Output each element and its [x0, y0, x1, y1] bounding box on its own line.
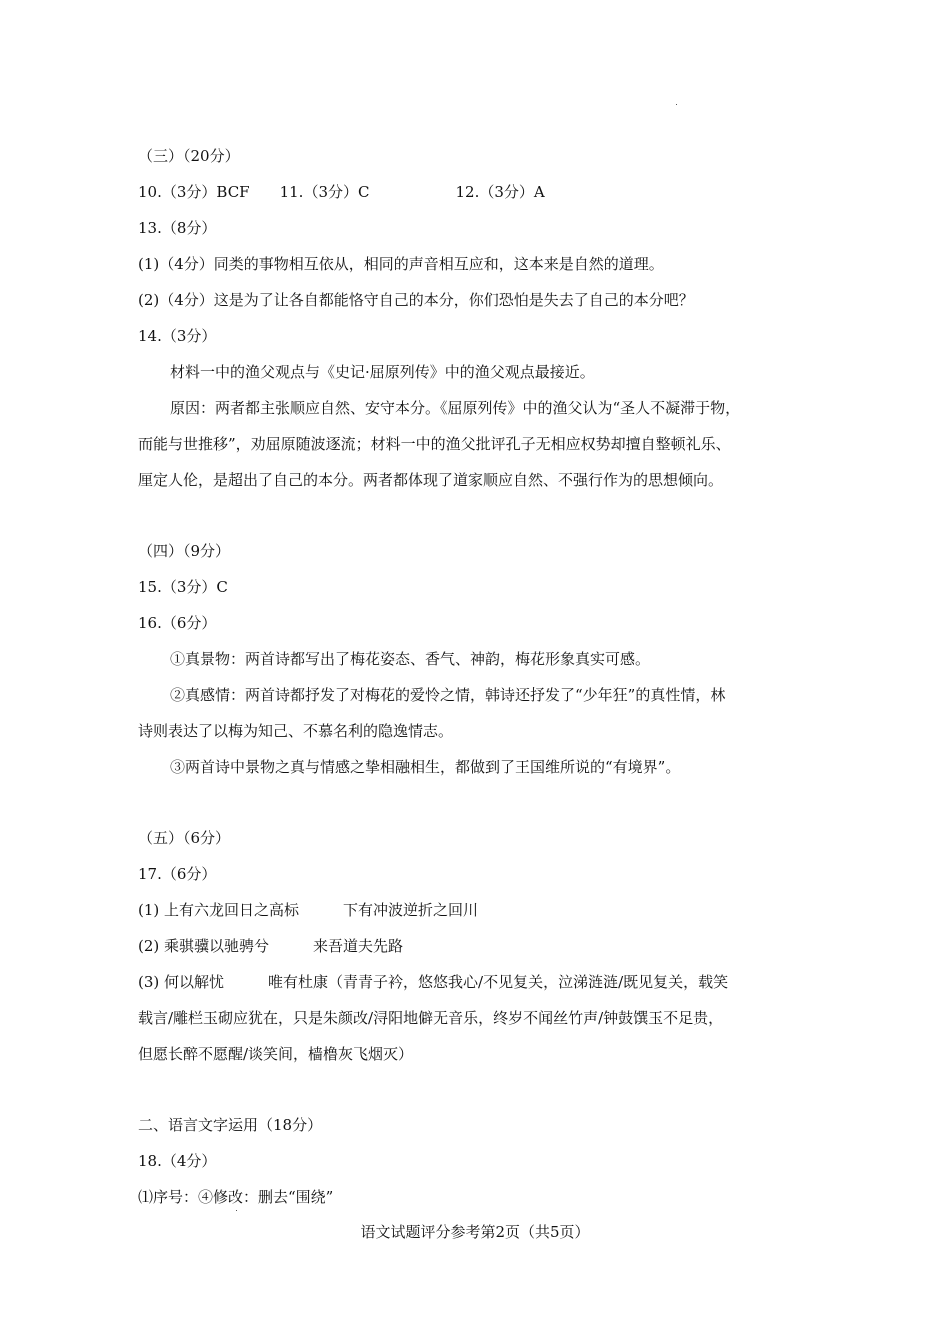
answer-14-para2-line3: 厘定人伦，是超出了自己的本分。两者都体现了道家顺应自然、不强行作为的思想倾向。	[138, 471, 724, 489]
question-16-label: 16.（6分）	[138, 614, 217, 632]
answer-row-10-12	[138, 182, 545, 202]
answer-13-2: (2)（4分）这是为了让各自都能恪守自己的本分，你们恐怕是失去了自己的本分吧？	[138, 291, 694, 309]
answer-14-para2-line1: 原因：两者都主张顺应自然、安守本分。《屈原列传》中的渔父认为“圣人不凝滞于物，	[170, 399, 741, 417]
answer-12: 12.（3分）A	[455, 183, 545, 201]
answer-17-3-line2: 载言/雕栏玉砌应犹在，只是朱颜改/浔阳地僻无音乐，终岁不闻丝竹声/钟鼓馔玉不足贵，	[138, 1009, 724, 1027]
section-4-header: （四）（9分）	[138, 542, 231, 560]
question-17-label: 17.（6分）	[138, 865, 217, 883]
answer-15: 15.（3分）C	[138, 578, 228, 596]
scan-dot	[236, 1210, 237, 1211]
answer-10: 10.（3分）BCF	[138, 183, 250, 201]
answer-14-para1: 材料一中的渔父观点与《史记·屈原列传》中的渔父观点最接近。	[170, 363, 595, 381]
answer-17-2-second: 来吾道夫先路	[313, 937, 404, 955]
answer-17-1-second: 下有冲波逆折之回川	[343, 901, 479, 919]
section-5-header: （五）（6分）	[138, 829, 231, 847]
answer-16-point3: ③两首诗中景物之真与情感之挚相融相生，都做到了王国维所说的“有境界”。	[170, 758, 681, 776]
answer-17-1	[138, 900, 478, 920]
answer-16-point2-line2: 诗则表达了以梅为知己、不慕名利的隐逸情志。	[138, 722, 454, 740]
answer-17-2-first: (2) 乘骐骥以驰骋兮	[138, 937, 270, 955]
answer-16-point2-line1: ②真感情：两首诗都抒发了对梅花的爱怜之情，韩诗还抒发了“少年狂”的真性情，林	[170, 686, 726, 704]
answer-17-3-second: 唯有杜康（青青子衿，悠悠我心/不见复关，泣涕涟涟/既见复关，载笑	[268, 973, 729, 991]
part-2-header: 二、语言文字运用（18分）	[138, 1116, 323, 1134]
answer-17-1-first: (1) 上有六龙回日之高标	[138, 901, 300, 919]
question-18-label: 18.（4分）	[138, 1152, 217, 1170]
scan-dot	[676, 104, 677, 105]
answer-11: 11.（3分）C	[279, 183, 370, 201]
answer-14-para2-line2: 而能与世推移”，劝屈原随波逐流；材料一中的渔父批评孔子无相应权势却擅自整顿礼乐、	[138, 435, 731, 453]
answer-16-point1: ①真景物：两首诗都写出了梅花姿态、香气、神韵，梅花形象真实可感。	[170, 650, 651, 668]
answer-18-1: ⑴序号：④修改：删去“围绕”	[138, 1188, 334, 1206]
question-14-label: 14.（3分）	[138, 327, 217, 345]
answer-17-3-first: (3) 何以解忧	[138, 973, 225, 991]
answer-13-1: (1)（4分）同类的事物相互依从，相同的声音相互应和，这本来是自然的道理。	[138, 255, 664, 273]
question-13-label: 13.（8分）	[138, 219, 217, 237]
answer-17-3-line3: 但愿长醉不愿醒/谈笑间，樯橹灰飞烟灭）	[138, 1045, 414, 1063]
page-footer: 语文试题评分参考第2页（共5页）	[360, 1223, 590, 1241]
section-3-header: （三）（20分）	[138, 147, 240, 165]
answer-17-3	[138, 972, 728, 992]
answer-17-2	[138, 936, 403, 956]
